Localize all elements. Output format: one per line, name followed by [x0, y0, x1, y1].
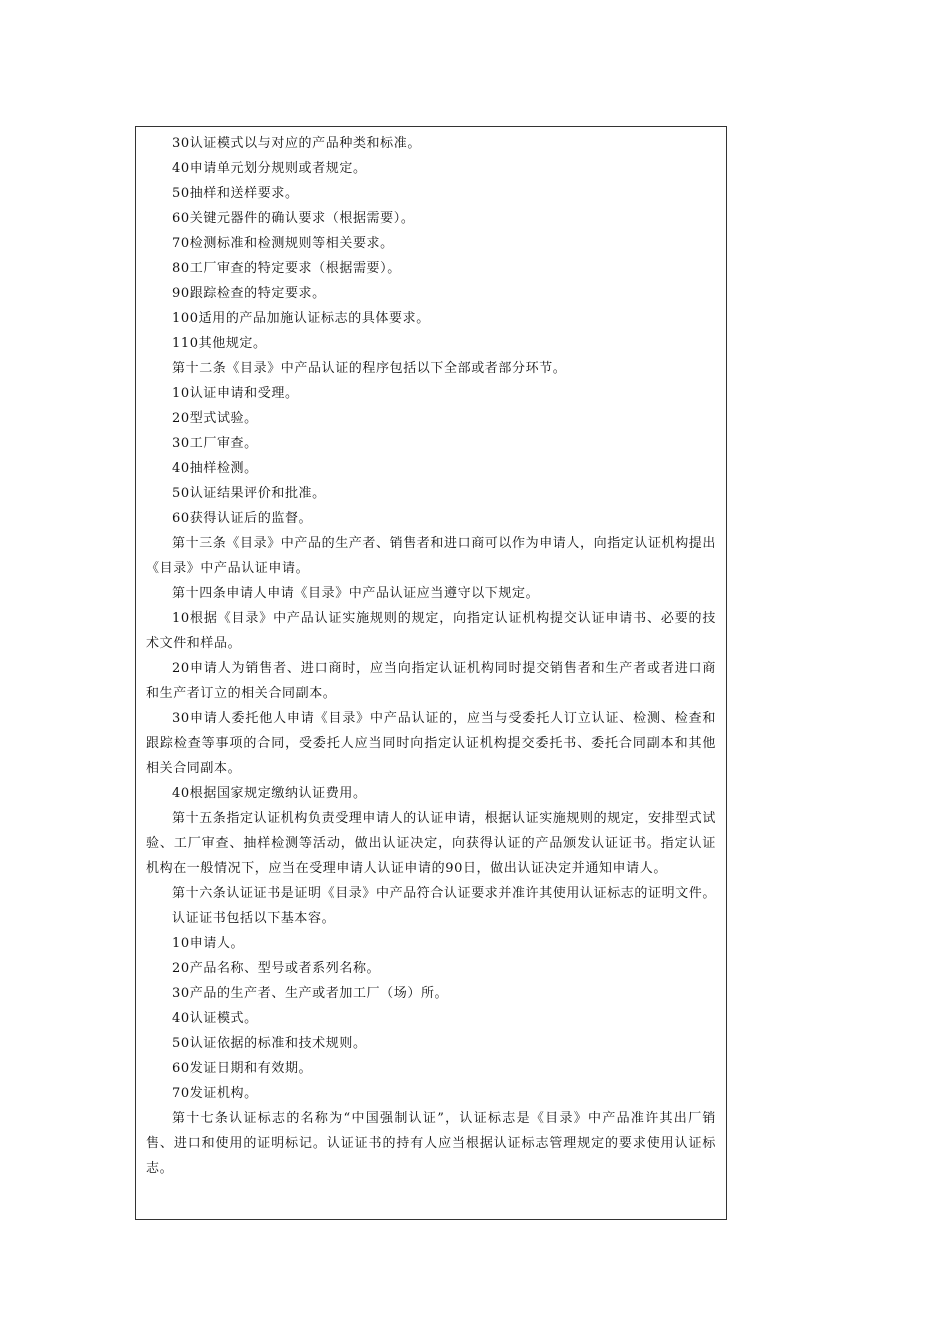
- paragraph: 20型式试验。: [172, 411, 258, 426]
- paragraph: 40根据国家规定缴纳认证费用。: [172, 786, 367, 801]
- document-frame: [135, 126, 727, 1220]
- paragraph: 50抽样和送样要求。: [172, 186, 299, 201]
- article-17: 第十七条认证标志的名称为“中国强制认证”，认证标志是《目录》中产品准许其出厂销售、进口和使用的证明标记。认证证书的持有人应当根据认证标志管理规定的要求使用认证标志。: [146, 1111, 716, 1176]
- paragraph: 70发证机构。: [172, 1086, 258, 1101]
- article-13: 第十三条《目录》中产品的生产者、销售者和进口商可以作为申请人，向指定认证机构提出《目录》中产品认证申请。: [146, 536, 717, 576]
- paragraph: 110其他规定。: [172, 336, 267, 351]
- paragraph: 30申请人委托他人申请《目录》中产品认证的，应当与受委托人订立认证、检测、检查和跟踪检查等事项的合同，受委托人应当同时向指定认证机构提交委托书、委托合同副本和其他相关合同副本。: [146, 711, 716, 776]
- paragraph: 60关键元器件的确认要求（根据需要）。: [172, 211, 415, 226]
- paragraph: 30工厂审查。: [172, 436, 258, 451]
- paragraph: 10认证申请和受理。: [172, 386, 299, 401]
- article-12: 第十二条《目录》中产品认证的程序包括以下全部或者部分环节。: [172, 361, 567, 376]
- paragraph: 60发证日期和有效期。: [172, 1061, 313, 1076]
- paragraph: 80工厂审查的特定要求（根据需要）。: [172, 261, 401, 276]
- article-14: 第十四条申请人申请《目录》中产品认证应当遵守以下规定。: [172, 586, 540, 601]
- paragraph: 100适用的产品加施认证标志的具体要求。: [172, 311, 430, 326]
- paragraph: 10根据《目录》中产品认证实施规则的规定，向指定认证机构提交认证申请书、必要的技术文件和样品。: [146, 611, 716, 651]
- paragraph: 认证证书包括以下基本容。: [172, 911, 336, 926]
- paragraph: 20申请人为销售者、进口商时，应当向指定认证机构同时提交销售者和生产者或者进口商和生产者订立的相关合同副本。: [146, 661, 716, 701]
- paragraph: 90跟踪检查的特定要求。: [172, 286, 326, 301]
- article-16: 第十六条认证证书是证明《目录》中产品符合认证要求并准许其使用认证标志的证明文件。: [172, 886, 717, 901]
- paragraph: 40抽样检测。: [172, 461, 258, 476]
- paragraph: 30认证模式以与对应的产品种类和标准。: [172, 136, 421, 151]
- paragraph: 40申请单元划分规则或者规定。: [172, 161, 367, 176]
- paragraph: 50认证依据的标准和技术规则。: [172, 1036, 367, 1051]
- paragraph: 50认证结果评价和批准。: [172, 486, 326, 501]
- paragraph: 20产品名称、型号或者系列名称。: [172, 961, 381, 976]
- paragraph: 40认证模式。: [172, 1011, 258, 1026]
- paragraph: 30产品的生产者、生产或者加工厂（场）所。: [172, 986, 449, 1001]
- paragraph: 60获得认证后的监督。: [172, 511, 313, 526]
- paragraph: 70检测标准和检测规则等相关要求。: [172, 236, 394, 251]
- paragraph: 10申请人。: [172, 936, 245, 951]
- article-15: 第十五条指定认证机构负责受理申请人的认证申请，根据认证实施规则的规定，安排型式试验、工厂审查、抽样检测等活动，做出认证决定，向获得认证的产品颁发认证证书。指定认证机构在一般情况下，应当在受理申请人认证申请的90日，做出认证决定并通知申请人。: [146, 811, 717, 876]
